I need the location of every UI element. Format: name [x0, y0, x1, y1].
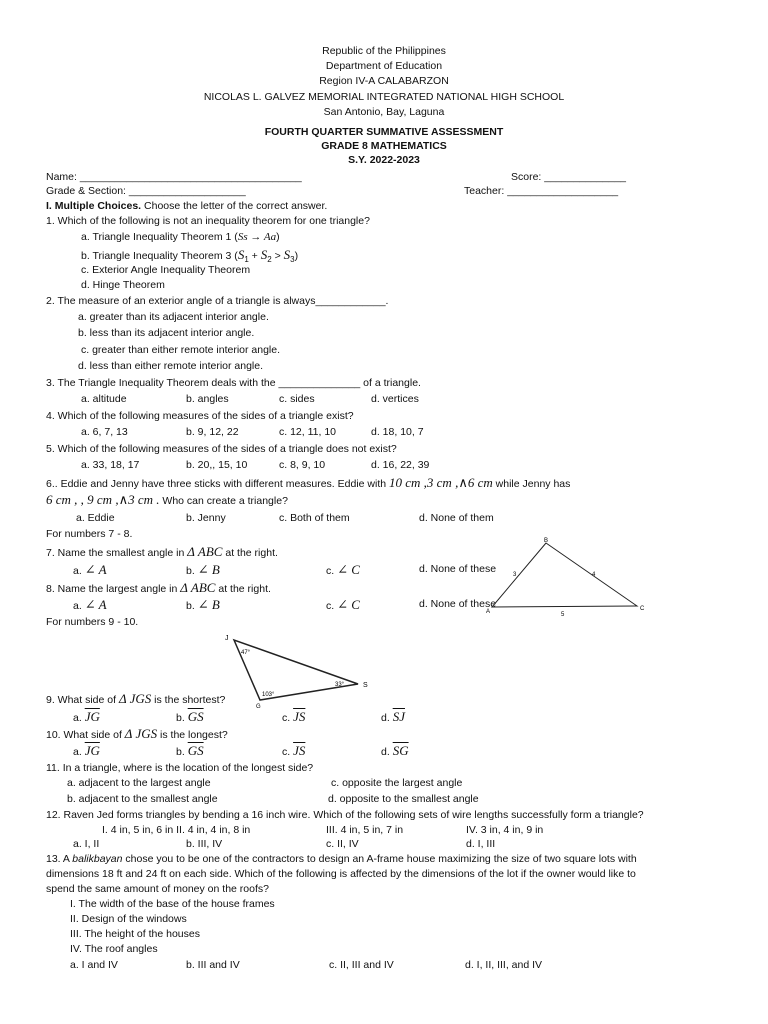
q9-triangle: Δ JGS	[118, 691, 152, 706]
q7-c-label: c.	[326, 565, 338, 577]
q7-c-math: ∠ C	[337, 562, 360, 577]
q10-stem-b: is the longest?	[157, 729, 228, 741]
q13-l1b: chose you to be one of the contractors to design an A-frame house maximizing the size of two square lots with	[122, 853, 637, 865]
q2-option-a[interactable]: a. greater than its adjacent interior angle.	[78, 311, 269, 323]
q1-b-s1: S	[237, 247, 245, 262]
q7-option-c[interactable]	[326, 563, 360, 578]
q7-stem	[46, 545, 278, 560]
q7-option-b[interactable]	[186, 563, 220, 578]
q1-b-gt: >	[271, 250, 284, 262]
grade-section-field[interactable]: Grade & Section: ____________________	[46, 185, 246, 197]
q12-set-iii: III. 4 in, 5 in, 7 in	[326, 824, 404, 836]
q1-b-text: b. Triangle Inequality Theorem 3 (	[81, 250, 238, 262]
q13-item-ii: II. Design of the windows	[70, 913, 187, 925]
q12-option-b[interactable]: b. III, IV	[186, 838, 223, 850]
q8-c-label: c.	[326, 600, 338, 612]
q9-b-label: b.	[176, 712, 188, 724]
q6-stem1: 6.. Eddie and Jenny have three sticks with different measures. Eddie with	[46, 478, 389, 490]
q9-b-math: $\overline{GS}$	[187, 709, 204, 724]
q9-option-a[interactable]	[73, 710, 100, 725]
q13-stem-line2: dimensions 18 ft and 24 ft on each side. Which of the following is affected by the dimensions of the lot if the owner would like to	[46, 868, 636, 880]
q12-sets-i-ii: I. 4 in, 5 in, 6 in II. 4 in, 4 in, 8 in	[102, 824, 251, 836]
q5-option-a[interactable]: a. 33, 18, 17	[81, 459, 140, 471]
q9-stem	[46, 692, 225, 707]
q8-c-math: ∠ C	[337, 597, 360, 612]
grade-title: GRADE 8 MATHEMATICS	[321, 140, 447, 152]
q4-option-d[interactable]: d. 18, 10, 7	[371, 426, 424, 438]
q11-option-d[interactable]: d. opposite to the smallest angle	[328, 793, 479, 805]
angle-s-measure: 33°	[335, 682, 345, 688]
q4-option-a[interactable]: a. 6, 7, 13	[81, 426, 128, 438]
q6-math1: 10 cm ,3 cm ,∧6 cm	[389, 475, 493, 490]
school-address: San Antonio, Bay, Laguna	[323, 106, 445, 118]
q2-option-c[interactable]: c. greater than either remote interior angle.	[81, 344, 281, 356]
section-title: I. Multiple Choices.	[46, 200, 142, 212]
q8-stem	[46, 581, 271, 596]
for-numbers-9-10: For numbers 9 - 10.	[46, 616, 139, 628]
angle-j-measure: 47°	[241, 650, 251, 656]
q4-option-c[interactable]: c. 12, 11, 10	[279, 426, 337, 438]
q12-option-a[interactable]: a. I, II	[73, 838, 100, 850]
q10-c-label: c.	[282, 746, 294, 758]
q13-l1-italic: balikbayan	[72, 853, 123, 865]
q13-l1a: 13. A	[46, 853, 73, 865]
q13-stem-line3: spend the same amount of money on the roofs?	[46, 883, 269, 895]
q13-option-a[interactable]: a. I and IV	[70, 959, 118, 971]
vertex-c-label: C	[640, 606, 645, 612]
q8-option-b[interactable]	[186, 598, 220, 613]
q2-stem: 2. The measure of an exterior angle of a triangle is always____________.	[46, 295, 389, 307]
q10-b-math: $\overline{GS}$	[187, 743, 204, 758]
q12-set-iv: IV. 3 in, 4 in, 9 in	[466, 824, 544, 836]
q8-option-d[interactable]: d. None of these	[419, 598, 497, 610]
q10-option-d[interactable]	[381, 744, 409, 759]
q6-stem3: Who can create a triangle?	[159, 495, 288, 507]
school-name: NICOLAS L. GALVEZ MEMORIAL INTEGRATED NATIONAL HIGH SCHOOL	[203, 91, 565, 103]
q9-d-math: $\overline{SJ}$	[392, 709, 405, 724]
q13-option-d[interactable]: d. I, II, III, and IV	[465, 959, 543, 971]
q12-option-d[interactable]: d. I, III	[466, 838, 496, 850]
q9-stem-b: is the shortest?	[151, 694, 226, 706]
q10-a-label: a.	[73, 746, 85, 758]
q13-option-b[interactable]: b. III and IV	[186, 959, 240, 971]
q1-b-plus: +	[248, 250, 261, 262]
q1-b-sub1: 1	[244, 255, 249, 265]
q3-option-a[interactable]: a. altitude	[81, 393, 127, 405]
q11-option-c[interactable]: c. opposite the largest angle	[331, 777, 463, 789]
q3-stem: 3. The Triangle Inequality Theorem deals with the ______________ of a triangle.	[46, 377, 421, 389]
q8-triangle: Δ ABC	[180, 580, 216, 595]
q12-stem: 12. Raven Jed forms triangles by bending a 16 inch wire. Which of the following sets of wire lengths successfully form a triangle?	[46, 809, 644, 821]
section-instruction: Choose the letter of the correct answer.	[141, 200, 328, 212]
region: Region IV-A CALABARZON	[319, 75, 449, 87]
q5-option-d[interactable]: d. 16, 22, 39	[371, 459, 430, 471]
q10-stem	[46, 727, 228, 742]
triangle-abc-figure	[480, 536, 660, 620]
for-numbers-7-8: For numbers 7 - 8.	[46, 528, 133, 540]
q13-item-iii: III. The height of the houses	[70, 928, 200, 940]
q6-math2: 6 cm , , 9 cm ,∧3 cm .	[46, 492, 160, 507]
vertex-s-label: S	[363, 682, 368, 689]
name-field[interactable]: Name: ______________________________________	[46, 171, 302, 183]
section-heading	[46, 200, 327, 213]
side-ac-length: 5	[561, 612, 565, 618]
q10-d-math: $\overline{SG}$	[392, 743, 409, 758]
q9-option-d[interactable]	[381, 710, 405, 725]
teacher-field[interactable]: Teacher: ___________________	[464, 185, 619, 197]
q10-triangle: Δ JGS	[124, 726, 158, 741]
triangle-jgs-shape	[234, 640, 358, 700]
q3-option-d[interactable]: d. vertices	[371, 393, 419, 405]
q7-a-label: a.	[73, 565, 85, 577]
q13-stem-line1	[46, 853, 637, 866]
q11-stem: 11. In a triangle, where is the location of the longest side?	[46, 762, 314, 774]
q1-option-d[interactable]: d. Hinge Theorem	[81, 279, 165, 291]
q8-a-math: ∠ A	[84, 597, 107, 612]
q5-option-b[interactable]: b. 20,, 15, 10	[186, 459, 248, 471]
q10-b-label: b.	[176, 746, 188, 758]
q8-b-label: b.	[186, 600, 198, 612]
q11-option-a[interactable]: a. adjacent to the largest angle	[67, 777, 211, 789]
q1-b-sub3: 3	[290, 255, 295, 265]
q6-stem-line2	[46, 493, 288, 508]
q10-c-math: $\overline{JS}$	[293, 743, 306, 758]
q9-option-c[interactable]	[282, 710, 305, 725]
q7-b-label: b.	[186, 565, 198, 577]
q12-option-c[interactable]: c. II, IV	[326, 838, 359, 850]
q6-option-d[interactable]: d. None of them	[419, 512, 494, 524]
q6-stem2: while Jenny has	[492, 478, 571, 490]
q13-option-c[interactable]: c. II, III and IV	[329, 959, 394, 971]
q7-a-math: ∠ A	[84, 562, 107, 577]
q6-option-a[interactable]: a. Eddie	[76, 512, 115, 524]
q10-d-label: d.	[381, 746, 393, 758]
q8-b-math: ∠ B	[197, 597, 220, 612]
q8-stem-b: at the right.	[215, 583, 271, 595]
q9-option-b[interactable]	[176, 710, 204, 725]
q10-stem-a: 10. What side of	[46, 729, 125, 741]
q3-option-b[interactable]: b. angles	[186, 393, 229, 405]
q4-stem: 4. Which of the following measures of the sides of a triangle exist?	[46, 410, 354, 422]
q10-a-math: $\overline{JG}$	[84, 743, 100, 758]
q4-option-b[interactable]: b. 9, 12, 22	[186, 426, 239, 438]
q1-option-c[interactable]: c. Exterior Angle Inequality Theorem	[81, 264, 251, 276]
q6-stem-line1	[46, 476, 570, 491]
vertex-j-label: J	[225, 635, 229, 642]
q5-option-c[interactable]: c. 8, 9, 10	[279, 459, 326, 471]
q6-option-c[interactable]: c. Both of them	[279, 512, 350, 524]
q1-b-sub2: 2	[267, 255, 272, 265]
q10-option-b[interactable]	[176, 744, 204, 759]
angle-g-measure: 103°	[262, 692, 275, 698]
vertex-a-label: A	[486, 609, 491, 615]
q2-option-b[interactable]: b. less than its adjacent interior angle.	[78, 327, 255, 339]
q1-stem: 1. Which of the following is not an inequality theorem for one triangle?	[46, 215, 370, 227]
q13-item-iv: IV. The roof angles	[70, 943, 158, 955]
republic: Republic of the Philippines	[322, 45, 446, 57]
q7-option-d[interactable]: d. None of these	[419, 563, 497, 575]
side-ab-length: 3	[513, 572, 517, 578]
q1-a-text: a. Triangle Inequality Theorem 1 (	[81, 231, 238, 243]
q8-stem-a: 8. Name the largest angle in	[46, 583, 181, 595]
q8-a-label: a.	[73, 600, 85, 612]
exam-title: FOURTH QUARTER SUMMATIVE ASSESSMENT	[264, 126, 504, 138]
q10-option-a[interactable]	[73, 744, 100, 759]
q9-d-label: d.	[381, 712, 393, 724]
q9-a-math: $\overline{JG}$	[84, 709, 100, 724]
q11-option-b[interactable]: b. adjacent to the smallest angle	[67, 793, 218, 805]
q7-triangle: Δ ABC	[187, 544, 223, 559]
q1-a-close: )	[276, 231, 280, 243]
q7-stem-b: at the right.	[222, 547, 278, 559]
q6-option-b[interactable]: b. Jenny	[186, 512, 226, 524]
q1-b-s3: S	[283, 247, 291, 262]
q13-item-i: I. The width of the base of the house frames	[70, 898, 275, 910]
q8-option-a[interactable]	[73, 598, 107, 613]
q7-option-a[interactable]	[73, 563, 107, 578]
q7-b-math: ∠ B	[197, 562, 220, 577]
q3-option-c[interactable]: c. sides	[279, 393, 315, 405]
q1-a-math: Ss → Aa	[237, 231, 277, 243]
q9-c-math: $\overline{JS}$	[293, 709, 306, 724]
q7-stem-a: 7. Name the smallest angle in	[46, 547, 188, 559]
vertex-b-label: B	[544, 538, 549, 544]
vertex-g-label: G	[256, 704, 261, 710]
score-field[interactable]: Score: ______________	[511, 171, 627, 183]
q1-option-a[interactable]	[81, 231, 280, 244]
q9-a-label: a.	[73, 712, 85, 724]
q8-option-c[interactable]	[326, 598, 360, 613]
q1-b-close: )	[294, 250, 299, 262]
q2-option-d[interactable]: d. less than either remote interior angle.	[78, 360, 264, 372]
triangle-jgs-figure	[222, 630, 374, 710]
q5-stem: 5. Which of the following measures of the sides of a triangle does not exist?	[46, 443, 397, 455]
q9-stem-a: 9. What side of	[46, 694, 119, 706]
side-bc-length: 4	[592, 572, 596, 578]
q1-b-s2: S	[260, 247, 268, 262]
q9-c-label: c.	[282, 712, 294, 724]
department: Department of Education	[325, 60, 443, 72]
q10-option-c[interactable]	[282, 744, 305, 759]
school-year: S.Y. 2022-2023	[348, 154, 420, 166]
